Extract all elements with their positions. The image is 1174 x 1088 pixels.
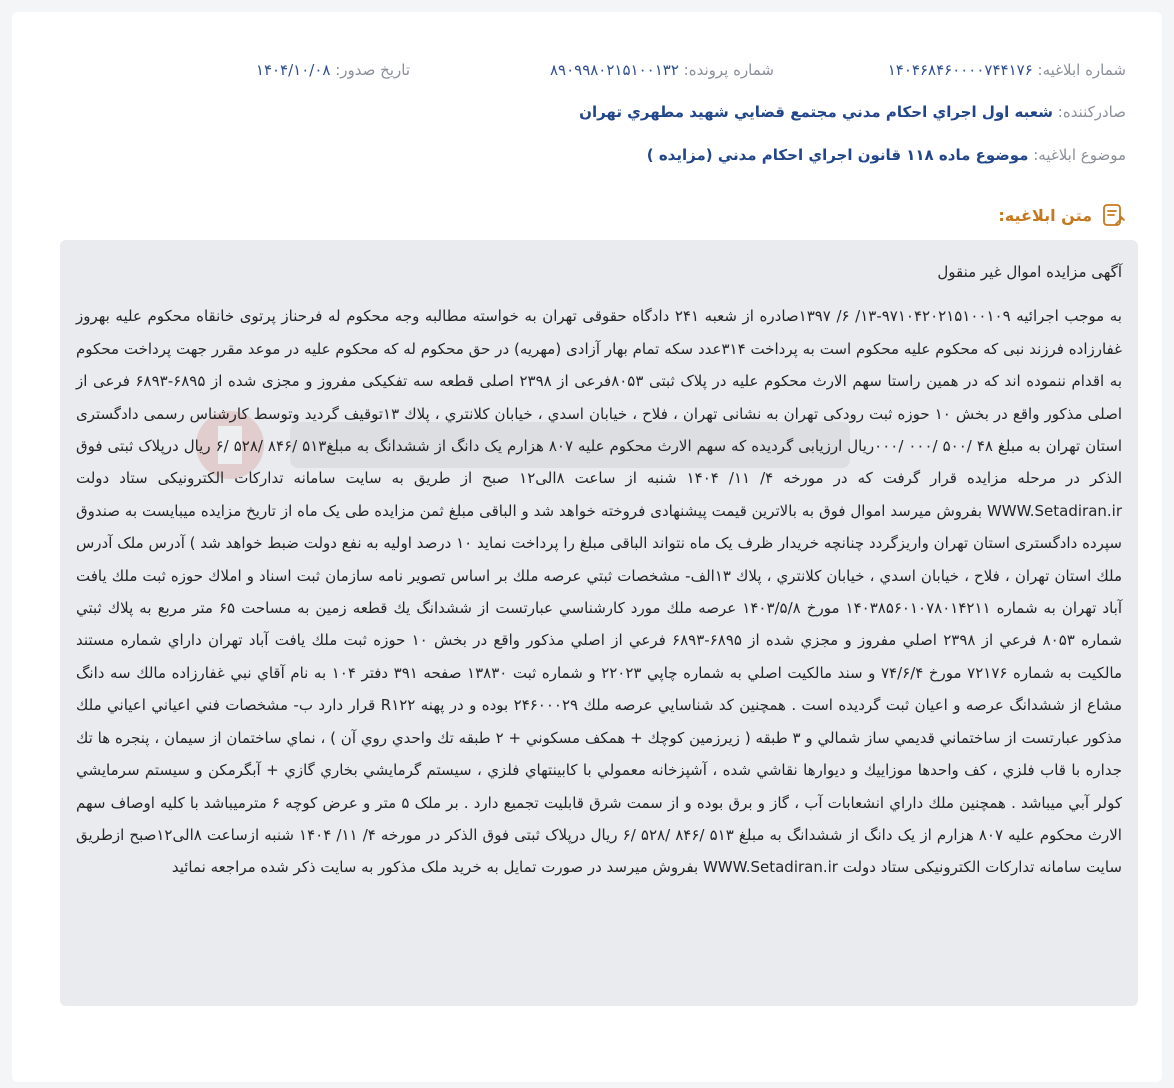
subject-row bbox=[48, 140, 1126, 170]
case-number bbox=[550, 55, 774, 85]
issue-date bbox=[256, 55, 410, 85]
notice-body-text bbox=[76, 256, 1122, 884]
issuer-value: شعبه اول اجراي احكام مدني مجتمع قضايي شهيد مطهري تهران bbox=[579, 103, 1053, 121]
notice-number bbox=[888, 55, 1126, 85]
notice-page bbox=[12, 12, 1162, 1082]
notice-heading: آگهی مزایده اموال غیر منقول bbox=[937, 263, 1122, 281]
case-number-value: ۸۹۰۹۹۸۰۲۱۵۱۰۰۱۳۲ bbox=[549, 61, 679, 79]
notice-number-value: ۱۴۰۴۶۸۴۶۰۰۰۰۷۴۴۱۷۶ bbox=[887, 61, 1033, 79]
notice-meta-row bbox=[48, 55, 1126, 85]
issuer-label: صادرکننده: bbox=[1057, 103, 1126, 121]
issue-date-value: ۱۴۰۴/۱۰/۰۸ bbox=[255, 61, 331, 79]
notice-paragraph: به موجب اجرائیه ۹۷۱۰۴۲۰۲۱۵۱۰۰۱۰۹-۱۳/ ۶/ ۱۳۹۷صادره از شعبه ۲۴۱ دادگاه حقوقی تهران به خواسته مطالبه وجه محکوم له فرحناز پرتوی خانقاه محکوم علیه بهروز غفارزاده فرزند نبی که محکوم علیه محکوم است به پرداخت ۳۱۴عدد سکه تمام بهار آزادی (مهریه) در حق محکوم له که محکوم علیه در موعد مقرر جهت پرداخت محکوم به اقدام ننموده اند که در همین راستا سهم الارث محکوم علیه در پلاک ثبتی ۸۰۵۳فرعی از ۲۳۹۸ اصلی قطعه سه تفکیکی مفروز و مجزی شده از ۶۸۹۵-۶۸۹۳ فرعی از اصلی مذکور واقع در بخش ۱۰ حوزه ثبت رودکی تهران به نشانی تهران ، فلاح ، خيابان اسدي ، خيابان كلانتري ، پلاك ۱۳توقیف گردید وتوسط کارشناس رسمی دادگستری استان تهران به مبلغ ۴۸ /۵۰۰ /۰۰۰ /۰۰۰ریال ارزیابی گردیده که سهم الارث محکوم علیه ۸۰۷ هزارم یک دانگ از ششدانگ به مبلغ۵۱۳ /۸۴۶ /۵۲۸ /۶ ریال درپلاک ثبتی فوق الذکر در مرحله مزایده قرار گرفت که در مورخه ۴/ ۱۱/ ۱۴۰۴ شنبه از ساعت ۸الی۱۲ صبح از طریق به سایت سامانه تدارکات الکترونیکی ستاد دولت WWW.Setadiran.ir بفروش میرسد اموال فوق به بالاترین قیمت پیشنهادی فروخته خواهد شد و الباقی مبلغ ثمن مزایده طی یک ماه از تاریخ مزایده میبایست به صندوق سپرده دادگستری استان تهران واریزگردد چنانچه خریدار ظرف یک ماه نتواند الباقی مبلغ را پرداخت نماید ۱۰ درصد اولیه به نفع دولت ضبط خواهد شد ) آدرس ملک آدرس ملك استان تهران ، فلاح ، خيابان اسدي ، خيابان كلانتري ، پلاك ۱۳الف- مشخصات ثبتي عرصه ملك بر اساس تصوير نامه سازمان ثبت اسناد و املاك حوزه ثبت ملك يافت آباد تهران به شماره ۱۴۰۳۸۵۶۰۱۰۷۸۰۱۴۲۱۱ مورخ ۱۴۰۳/۵/۸ عرصه ملك مورد كارشناسي عبارتست از ششدانگ يك قطعه زمين به مساحت ۶۵ متر مربع به پلاك ثبتي شماره ۸۰۵۳ فرعي از ۲۳۹۸ اصلي مفروز و مجزي شده از ۶۸۹۵-۶۸۹۳ فرعي از اصلي مذكور واقع در بخش ۱۰ حوزه ثبت ملك يافت آباد تهران داراي شماره مستند مالكيت به شماره ۷۲۱۷۶ مورخ ۷۴/۶/۴ و سند مالكيت اصلي به شماره چاپي ۲۲۰۲۳ و شماره ثبت ۱۳۸۳۰ صفحه ۳۹۱ دفتر ۱۰۴ به نام آقاي نبي غفارزاده مالك سه دانگ مشاع از ششدانگ عرصه و اعيان ثبت گرديده است . همچنين كد شناسايي عرصه ملك ۲۴۶۰۰۰۲۹ بوده و در پهنه R۱۲۲ قرار دارد ب- مشخصات فني اعياني اعياني ملك مذكور عبارتست از ساختماني قديمي ساز شمالي و ۳ طبقه ( زيرزمين كوچك + همكف مسكوني + ۲ طبقه تك واحدي روي آن ) ، نماي ساختمان از سيمان ، پنجره ها تك جداره با قاب فلزي ، كف واحدها موزاييك و ديوارها نقاشي شده ، آشپزخانه معمولي با كابينتهاي فلزي ، سيستم گرمايشي بخاري گازي + آبگرمكن و سيستم سرمايشي كولر آبي ميباشد . همچنين ملك داراي انشعابات آب ، گاز و برق بوده و از سمت شرق قابليت تجميع دارد . بر ملک ۵ متر و عرض کوچه ۶ مترمیباشد با کلیه اوصاف سهم الارث محکوم علیه ۸۰۷ هزارم از یک دانگ از ششدانگ به مبلغ ۵۱۳ /۸۴۶ /۵۲۸ /۶ ریال درپلاک ثبتی فوق الذکر در مورخه ۴/ ۱۱/ ۱۴۰۴ شنبه ازساعت ۸الی۱۲صبح ازطریق سایت سامانه تدارکات الکترونیکی ستاد دولت WWW.Setadiran.ir بفروش میرسد در صورت تمایل به خرید ملک مذکور به سایت ذکر شده مراجعه نمائید bbox=[76, 307, 1123, 877]
document-icon bbox=[1100, 202, 1126, 228]
issuer-row bbox=[48, 97, 1126, 127]
case-number-label: شماره پرونده: bbox=[683, 61, 774, 79]
subject-value: موضوع ماده ۱۱۸ قانون اجراي احكام مدني (مزايده ) bbox=[646, 146, 1029, 164]
notice-body bbox=[60, 240, 1138, 1006]
subject-label: موضوع ابلاغیه: bbox=[1033, 146, 1126, 164]
notice-text-title: متن ابلاغیه: bbox=[998, 205, 1092, 225]
notice-text-header bbox=[998, 200, 1126, 230]
issue-date-label: تاریخ صدور: bbox=[335, 61, 410, 79]
notice-number-label: شماره ابلاغیه: bbox=[1037, 61, 1126, 79]
